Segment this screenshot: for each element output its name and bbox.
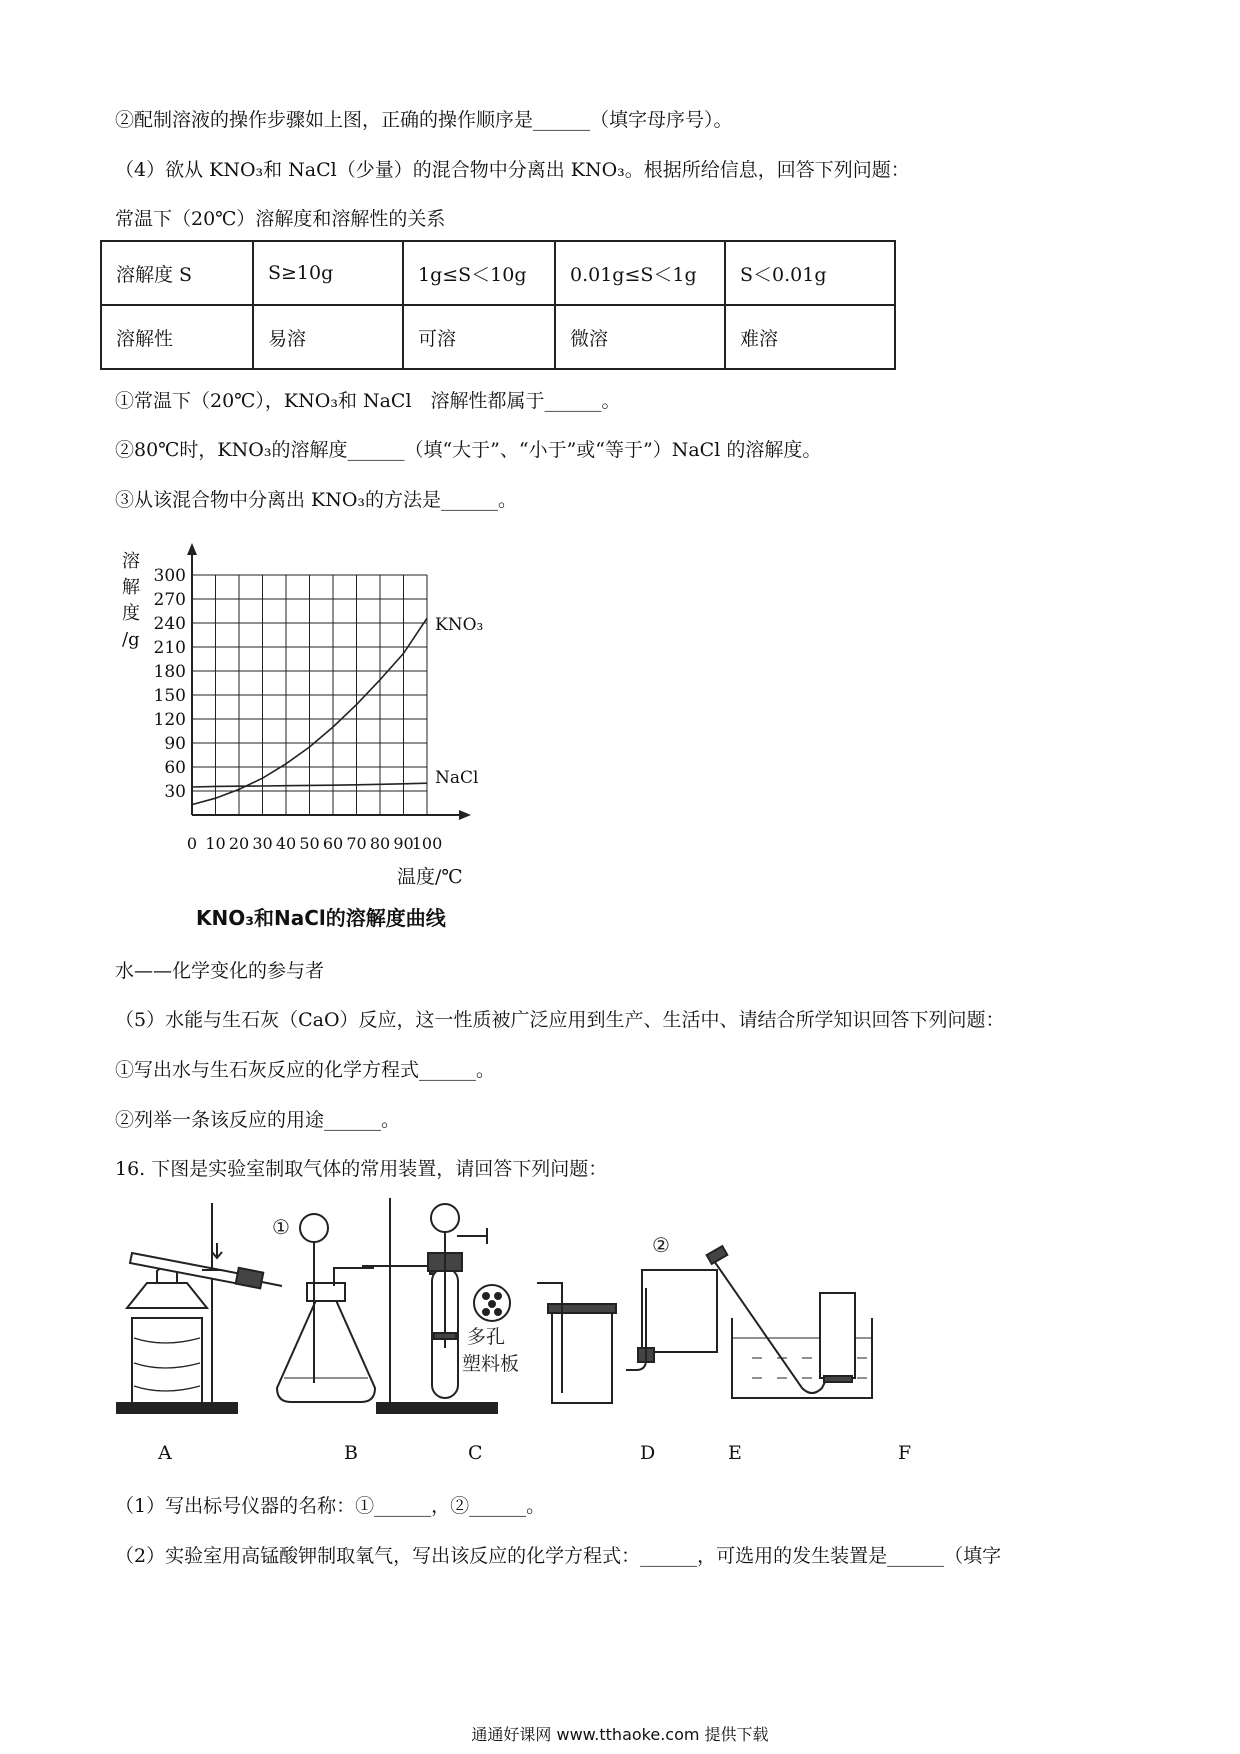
apparatus-b-flask <box>277 1214 375 1402</box>
table-cell: 溶解度 S <box>101 241 253 305</box>
x-tick-label: 30 <box>252 834 273 853</box>
chart-title: KNO₃和NaCl的溶解度曲线 <box>196 906 446 930</box>
apparatus-label-e: E <box>728 1442 742 1464</box>
x-tick-label: 60 <box>322 834 344 853</box>
y-axis-label-char: /g <box>122 629 140 650</box>
x-axis-arrow <box>459 810 471 820</box>
y-tick-label: 180 <box>153 662 186 682</box>
question-5-2: ②列举一条该反应的用途______。 <box>115 1109 401 1131</box>
y-tick-label: 120 <box>153 710 186 730</box>
series-label: KNO₃ <box>435 615 484 636</box>
table-cell: 易溶 <box>253 305 403 369</box>
table-row <box>101 241 895 305</box>
apparatus-label-d: D <box>640 1442 656 1464</box>
question-16-2: （2）实验室用高锰酸钾制取氧气，写出该反应的化学方程式：______，可选用的发生装置是______（填字 <box>115 1545 1002 1567</box>
table-cell: S＜0.01g <box>725 241 895 305</box>
apparatus-f-trough <box>707 1246 872 1398</box>
apparatus-label-f: F <box>898 1442 912 1464</box>
y-axis-label-char: 溶 <box>122 551 140 572</box>
x-tick-label: 40 <box>275 834 297 853</box>
apparatus-label-a: A <box>158 1442 172 1464</box>
table-cell: S≥10g <box>253 241 403 305</box>
apparatus-c-tube <box>362 1198 510 1413</box>
table-cell: 微溶 <box>555 305 725 369</box>
question-16-intro: 16. 下图是实验室制取气体的常用装置，请回答下列问题： <box>115 1158 608 1180</box>
y-axis-label-char: 度 <box>122 603 140 624</box>
solubility-chart <box>112 540 532 900</box>
x-tick-label: 10 <box>205 834 226 853</box>
question-line-1: ②配制溶液的操作步骤如上图，正确的操作顺序是______（填字母序号）。 <box>115 109 733 131</box>
question-4-2: ②80℃时，KNO₃的溶解度______（填“大于”、“小于”或“等于”）NaCl 的溶解度。 <box>115 439 822 461</box>
marker-2: ② <box>652 1233 670 1257</box>
y-tick-label: 240 <box>153 614 186 634</box>
x-tick-label: 70 <box>346 834 367 853</box>
table-cell: 0.01g≤S＜1g <box>555 241 725 305</box>
marker-1: ① <box>272 1215 290 1239</box>
table-caption: 常温下（20℃）溶解度和溶解性的关系 <box>115 208 446 230</box>
solubility-table <box>100 240 896 370</box>
y-tick-label: 150 <box>153 686 186 706</box>
apparatus-a-heating-tube <box>117 1203 282 1413</box>
table-cell: 溶解性 <box>101 305 253 369</box>
table-row <box>101 305 895 369</box>
series-label: NaCl <box>435 768 479 789</box>
porous-plate-label-2: 塑料板 <box>462 1353 520 1375</box>
y-tick-label: 300 <box>153 566 186 586</box>
x-tick-label: 0 <box>186 834 198 853</box>
x-tick-label: 90 <box>393 834 414 853</box>
question-4-3: ③从该混合物中分离出 KNO₃的方法是______。 <box>115 489 518 511</box>
y-tick-label: 270 <box>153 590 186 610</box>
x-tick-label: 80 <box>369 834 391 853</box>
footer: 通通好课网 www.tthaoke.com 提供下载 <box>471 1725 769 1744</box>
lab-apparatus-figure <box>112 1198 982 1418</box>
x-tick-label: 100 <box>411 834 443 853</box>
question-16-1: （1）写出标号仪器的名称：①______，②______。 <box>115 1495 546 1517</box>
table-cell: 难溶 <box>725 305 895 369</box>
y-tick-label: 30 <box>164 782 186 802</box>
y-tick-label: 90 <box>164 734 186 754</box>
section-title-water: 水——化学变化的参与者 <box>115 960 325 982</box>
y-axis-label-char: 解 <box>122 577 140 598</box>
question-5-intro: （5）水能与生石灰（CaO）反应，这一性质被广泛应用到生产、生活中、请结合所学知识回答下列问题： <box>115 1009 1005 1031</box>
question-4-intro: （4）欲从 KNO₃和 NaCl（少量）的混合物中分离出 KNO₃。根据所给信息，回答下列问题： <box>115 159 910 181</box>
apparatus-d-bottle <box>537 1283 616 1403</box>
y-tick-label: 210 <box>153 638 186 658</box>
y-axis-arrow <box>187 543 197 555</box>
question-4-1: ①常温下（20℃），KNO₃和 NaCl 溶解性都属于______。 <box>115 390 621 412</box>
table-cell: 可溶 <box>403 305 555 369</box>
table-cell: 1g≤S＜10g <box>403 241 555 305</box>
x-tick-label: 20 <box>228 834 250 853</box>
apparatus-label-b: B <box>344 1442 358 1464</box>
question-5-1: ①写出水与生石灰反应的化学方程式______。 <box>115 1059 496 1081</box>
y-tick-label: 60 <box>164 758 186 778</box>
x-axis-label: 温度/℃ <box>397 866 463 888</box>
apparatus-e-bottle <box>626 1270 717 1370</box>
x-tick-label: 50 <box>299 834 320 853</box>
porous-plate-label-1: 多孔 <box>467 1326 506 1348</box>
apparatus-label-c: C <box>468 1442 483 1464</box>
